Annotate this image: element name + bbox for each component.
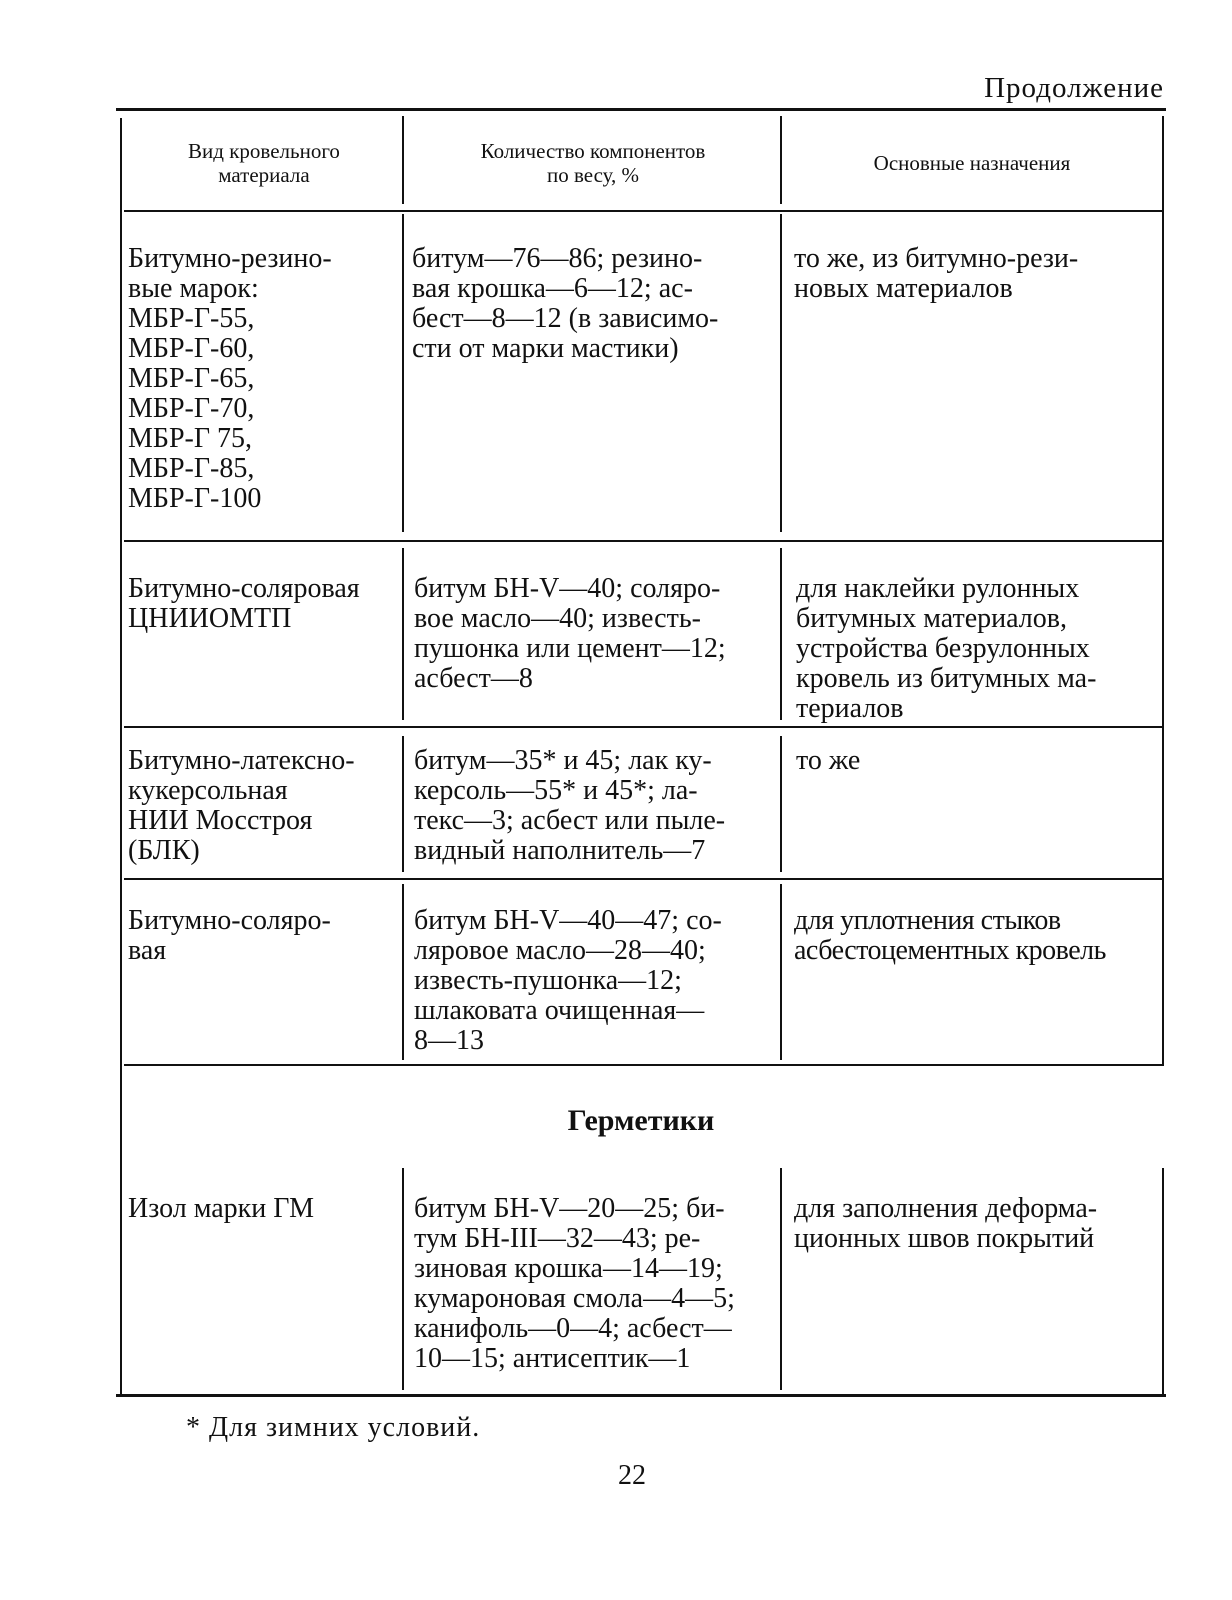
column-divider: [402, 1168, 404, 1390]
column-divider: [780, 116, 782, 204]
table-cell-components: битум—76—86; резино- вая крошка—6—12; ас- бест—8—12 (в зависимо- сти от марки мастики): [412, 243, 719, 364]
table-cell-purpose: для наклейки рулонных битумных материалов, устройства безрулонных кровель из битумных ма- териалов: [796, 573, 1097, 724]
header-purpose: Основные назначения: [873, 151, 1071, 175]
column-divider: [402, 214, 404, 532]
table-cell-material: Битумно-соляровая ЦНИИОМТП: [128, 573, 360, 634]
section-title-sealants: Герметики: [567, 1104, 715, 1137]
table-right-border: [1162, 116, 1164, 1066]
table-cell-purpose: то же: [796, 745, 861, 776]
column-divider: [780, 736, 782, 872]
table-cell-components: битум БН-V—40; соляро- вое масло—40; известь- пушонка или цемент—12; асбест—8: [414, 573, 726, 694]
column-divider: [780, 884, 782, 1060]
continuation-label: Продолжение: [984, 72, 1164, 104]
table-cell-purpose: для заполнения деформа- ционных швов покрытий: [794, 1193, 1098, 1254]
column-divider: [780, 214, 782, 532]
header-bottom-rule: [124, 210, 1164, 212]
column-divider: [402, 548, 404, 720]
footnote: * Для зимних условий.: [186, 1412, 481, 1443]
table-cell-purpose: для уплотнения стыков асбестоцементных кровель: [794, 905, 1106, 966]
table-cell-material: Битумно-латексно- кукерсольная НИИ Мосстроя (БЛК): [128, 745, 355, 866]
table-right-border: [1162, 1168, 1164, 1396]
table-top-rule: [116, 108, 1166, 111]
row-divider: [124, 1064, 1164, 1066]
page-number: 22: [618, 1460, 646, 1491]
table-bottom-rule: [116, 1394, 1166, 1397]
table-cell-material: Битумно-резино- вые марок: МБР-Г-55, МБР-Г-60, МБР-Г-65, МБР-Г-70, МБР-Г 75, МБР-Г-85, МБР-Г-100: [128, 243, 332, 514]
table-cell-components: битум—35* и 45; лак ку- керсоль—55* и 45*; ла- текс—3; асбест или пыле- видный наполнитель—7: [414, 745, 726, 866]
header-components: Количество компонентов по весу, %: [480, 139, 706, 187]
table-cell-material: Битумно-соляро- вая: [128, 905, 331, 966]
row-divider: [124, 540, 1164, 542]
table-cell-components: битум БН-V—40—47; со- ляровое масло—28—40; известь-пушонка—12; шлаковата очищенная— 8—13: [414, 905, 722, 1056]
column-divider: [402, 884, 404, 1060]
column-divider: [780, 548, 782, 720]
row-divider: [124, 878, 1164, 880]
column-divider: [780, 1168, 782, 1390]
table-cell-components: битум БН-V—20—25; би- тум БН-III—32—43; ре- зиновая крошка—14—19; кумароновая смола—4—5; канифоль—0—4; асбест— 10—15; антисептик—1: [414, 1193, 735, 1374]
row-divider: [124, 726, 1164, 728]
header-material-type: Вид кровельного материала: [188, 139, 340, 187]
column-divider: [402, 736, 404, 872]
table-left-border: [120, 118, 122, 1396]
table-cell-purpose: то же, из битумно-рези- новых материалов: [794, 243, 1079, 304]
column-divider: [402, 116, 404, 204]
table-cell-material: Изол марки ГМ: [128, 1193, 314, 1224]
